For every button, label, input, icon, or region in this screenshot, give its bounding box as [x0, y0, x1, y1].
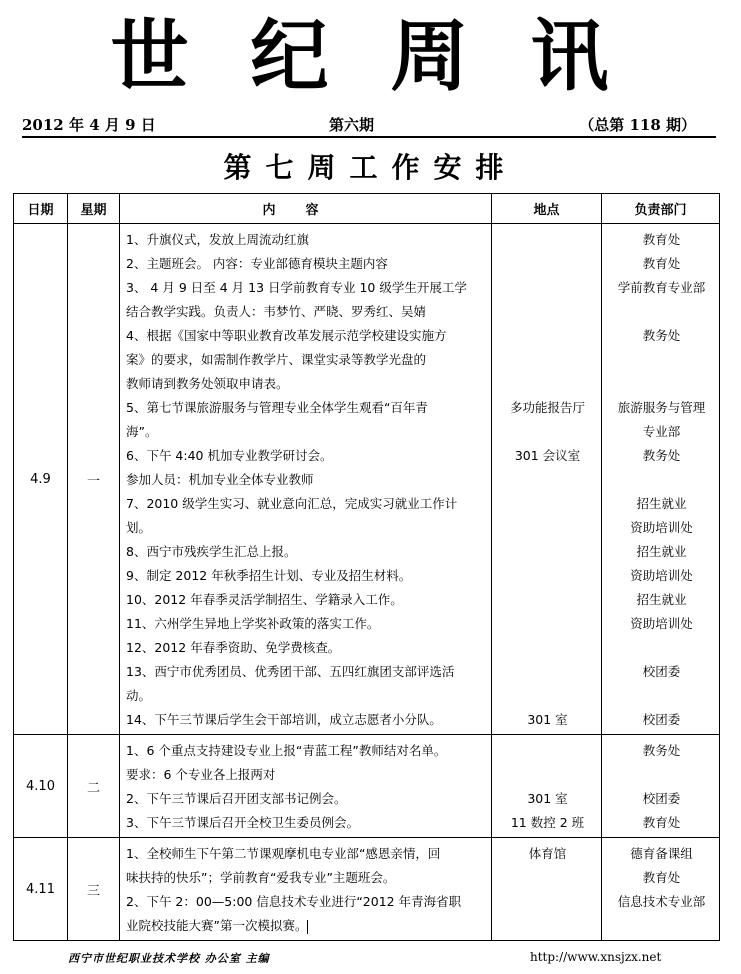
content-cell-line: 动。	[126, 688, 152, 703]
row-weekday: 三	[68, 838, 120, 941]
issue-number: 第六期	[329, 116, 375, 134]
content-cell-line: 味扶持的快乐”；学前教育“爱我专业”主题班会。	[126, 870, 396, 885]
department-cell-line	[608, 763, 715, 787]
location-cell	[492, 224, 602, 735]
content-cell-line: 2、下午 2：00—5:00 信息技术专业进行“2012 年青海省职	[126, 894, 462, 909]
department-cell-line: 招生就业	[636, 592, 687, 607]
location-cell-line	[498, 660, 597, 684]
table-row	[14, 224, 720, 735]
text-cursor	[307, 920, 308, 934]
department-cell-line: 教育处	[642, 232, 681, 247]
department-cell-line: 信息技术专业部	[617, 894, 706, 909]
header-date: 日期	[14, 194, 68, 224]
department-cell-line: 招生就业	[636, 496, 687, 511]
content-cell-line: 7、2010 级学生实习、就业意向汇总，完成实习就业工作计	[126, 496, 458, 511]
department-cell-line: 教育处	[642, 256, 681, 271]
location-cell-line: 301 会议室	[514, 448, 581, 463]
department-cell-line: 招生就业	[636, 544, 687, 559]
content-cell-line: 11、六州学生异地上学奖补政策的落实工作。	[126, 616, 380, 631]
location-cell-line	[498, 866, 597, 890]
table-row	[14, 838, 720, 941]
department-cell-line	[608, 372, 715, 396]
location-cell-line	[498, 348, 597, 372]
content-cell	[120, 224, 492, 735]
location-cell-line	[498, 516, 597, 540]
department-cell	[602, 838, 720, 941]
department-cell-line: 教务处	[642, 743, 681, 758]
location-cell-line	[498, 612, 597, 636]
location-cell-line	[498, 588, 597, 612]
location-cell-line: 体育馆	[528, 846, 567, 861]
department-cell-line: 德育备课组	[630, 846, 693, 861]
location-cell-line	[498, 372, 597, 396]
department-cell-line: 资助培训处	[630, 520, 693, 535]
location-cell	[492, 735, 602, 838]
content-cell-line: 业院校技能大赛”第一次模拟赛。	[126, 918, 308, 933]
department-cell-line	[608, 468, 715, 492]
content-cell-line: 2、下午三节课后召开团支部书记例会。	[126, 791, 347, 806]
department-cell	[602, 224, 720, 735]
location-cell-line	[498, 763, 597, 787]
location-cell-line	[498, 564, 597, 588]
location-cell-line	[498, 914, 597, 938]
location-cell-line	[498, 420, 597, 444]
content-cell-line: 案》的要求，如需制作教学片、课堂实录等教学光盘的	[126, 352, 427, 367]
row-weekday: 一	[68, 224, 120, 735]
content-cell-line: 结合教学实践。负责人：韦梦竹、严晓、罗秀红、吴婧	[126, 304, 427, 319]
location-cell	[492, 838, 602, 941]
department-cell-line: 教务处	[642, 448, 681, 463]
location-cell-line	[498, 636, 597, 660]
location-cell-line	[498, 324, 597, 348]
location-cell-line: 11 数控 2 班	[510, 815, 585, 830]
location-cell-line	[498, 540, 597, 564]
footer-url: http://www.xnsjzx.net	[530, 950, 662, 964]
header-location: 地点	[492, 194, 602, 224]
row-date: 4.11	[14, 838, 68, 941]
content-cell-line: 9、制定 2012 年秋季招生计划、专业及招生材料。	[126, 568, 412, 583]
department-cell-line: 资助培训处	[630, 568, 693, 583]
location-cell-line	[498, 252, 597, 276]
table-row	[14, 735, 720, 838]
content-cell-line: 10、2012 年春季灵活学制招生、学籍录入工作。	[126, 592, 403, 607]
header-content: 内容	[120, 194, 492, 224]
location-cell-line	[498, 492, 597, 516]
row-date: 4.9	[14, 224, 68, 735]
content-cell-line: 13、西宁市优秀团员、优秀团干部、五四红旗团支部评选活	[126, 664, 455, 679]
schedule-table	[13, 193, 720, 941]
location-cell-line	[498, 739, 597, 763]
masthead-title: 世纪周讯	[110, 11, 671, 102]
content-cell-line: 6、下午 4:40 机加专业教学研讨会。	[126, 448, 333, 463]
department-cell-line: 教育处	[642, 815, 681, 830]
issue-date: 2012 年 4 月 9 日	[22, 116, 156, 134]
header-weekday: 星期	[68, 194, 120, 224]
content-cell-line: 3、下午三节课后召开全校卫生委员例会。	[126, 815, 359, 830]
location-cell-line	[498, 468, 597, 492]
footer-publisher: 西宁市世纪职业技术学校 办公室 主编	[68, 952, 270, 965]
content-cell-line: 4、根据《国家中等职业教育改革发展示范学校建设实施方	[126, 328, 447, 343]
location-cell-line	[498, 684, 597, 708]
department-cell-line: 旅游服务与管理	[617, 400, 706, 415]
department-cell-line: 校团委	[642, 712, 681, 727]
content-cell-line: 划。	[126, 520, 152, 535]
department-cell-line	[608, 636, 715, 660]
department-cell-line: 教育处	[642, 870, 681, 885]
content-cell-line: 教师请到教务处领取申请表。	[126, 376, 289, 391]
department-cell-line	[608, 348, 715, 372]
content-cell-line: 参加人员：机加专业全体专业教师	[126, 472, 314, 487]
header-department: 负责部门	[602, 194, 720, 224]
location-cell-line	[498, 300, 597, 324]
page-title: 第七周工作安排	[223, 151, 518, 184]
issue-total: （总第 118 期）	[579, 116, 696, 134]
row-date: 4.10	[14, 735, 68, 838]
department-cell-line: 校团委	[642, 791, 681, 806]
content-cell-line: 2、主题班会。 内容：专业部德育模块主题内容	[126, 256, 388, 271]
department-cell-line	[608, 914, 715, 938]
content-cell	[120, 735, 492, 838]
content-cell-line: 1、升旗仪式，发放上周流动红旗	[126, 232, 309, 247]
department-cell-line	[608, 684, 715, 708]
location-cell-line	[498, 228, 597, 252]
content-cell-line: 8、西宁市残疾学生汇总上报。	[126, 544, 297, 559]
department-cell-line: 教务处	[642, 328, 681, 343]
location-cell-line: 301 室	[527, 712, 568, 727]
row-weekday: 二	[68, 735, 120, 838]
department-cell-line: 专业部	[642, 424, 681, 439]
content-cell-line: 12、2012 年春季资助、免学费核查。	[126, 640, 341, 655]
department-cell-line: 资助培训处	[630, 616, 693, 631]
content-cell-line: 要求：6 个专业各上报两对	[126, 767, 276, 782]
content-cell-line: 3、 4 月 9 日至 4 月 13 日学前教育专业 10 级学生开展工学	[126, 280, 467, 295]
table-header-row	[14, 194, 720, 224]
location-cell-line	[498, 890, 597, 914]
location-cell-line: 多功能报告厅	[509, 400, 585, 415]
content-cell-line: 1、全校师生下午第二节课观摩机电专业部“感恩亲情，回	[126, 846, 441, 861]
content-cell-line: 海”。	[126, 424, 158, 439]
location-cell-line: 301 室	[527, 791, 568, 806]
content-cell-line: 5、第七节课旅游服务与管理专业全体学生观看“百年青	[126, 400, 428, 415]
location-cell-line	[498, 276, 597, 300]
content-cell-line: 14、下午三节课后学生会干部培训，成立志愿者小分队。	[126, 712, 442, 727]
content-cell-line: 1、6 个重点支持建设专业上报“青蓝工程”教师结对名单。	[126, 743, 447, 758]
department-cell	[602, 735, 720, 838]
department-cell-line: 校团委	[642, 664, 681, 679]
issue-info-bar	[22, 114, 716, 138]
content-cell	[120, 838, 492, 941]
department-cell-line: 学前教育专业部	[617, 280, 706, 295]
department-cell-line	[608, 300, 715, 324]
